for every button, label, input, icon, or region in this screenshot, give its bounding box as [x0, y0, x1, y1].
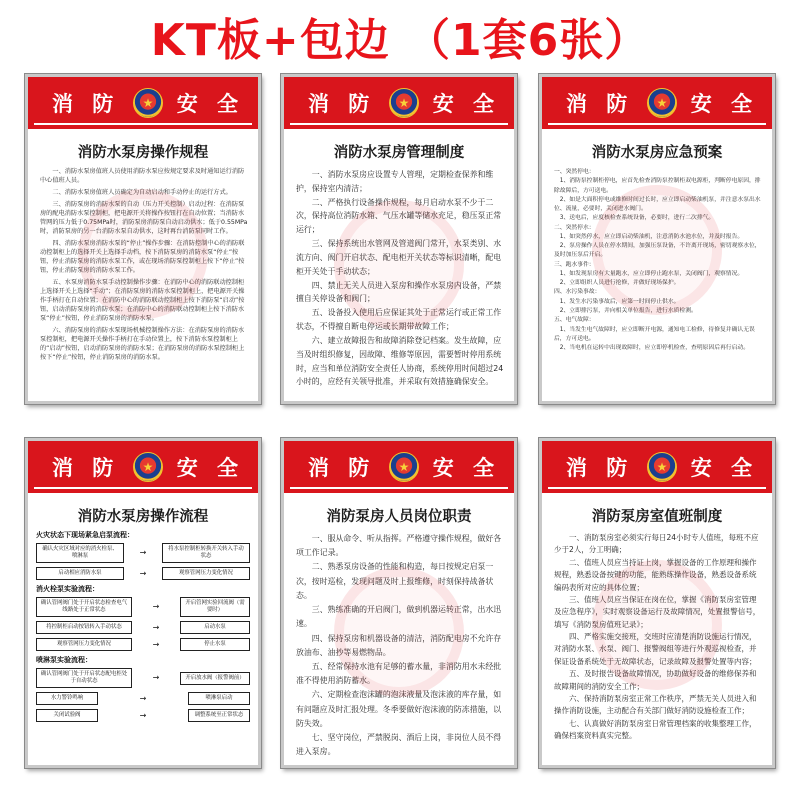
- body-paragraph: 四、禁止无关人员进入泵房和操作水泵房内设备，严禁擅自关停设备和阀门；: [296, 280, 502, 304]
- plan-item: 1、发生水污染事故后，应第一时间停止供水。: [559, 298, 680, 305]
- arrow-right-icon: →: [152, 622, 160, 632]
- fire-emblem-icon: ★: [647, 88, 677, 118]
- body-paragraph: 一、消防水泵房值班人员使用消防水泵应按规定要求及时通知运行消防中心值班人员。: [40, 168, 245, 184]
- body-paragraph: 三、值班人员应当保证在岗在位，掌握《消防泵房室管理及应急程序》，实时观察设备运行及故障情况，处置报警信号，填写《消防泵房值班记录》；: [554, 594, 761, 629]
- board-banner: [542, 77, 772, 129]
- body-paragraph: 五、经常保持水池有足够的蓄水量，非消防用水未经批准不得使用消防蓄水。: [296, 661, 502, 686]
- body-paragraph: 一、消防水泵房应设置专人管理，定期检查保养和维护，保持室内清洁；: [296, 170, 494, 193]
- flow-step: 观察管网压力变化情况: [162, 567, 250, 580]
- plan-item: 2、如是大面积停电或维修时间过长时，应立即启动柴油机泵，并注意水泵出水位、流量，必要时，关闭进水阀门。: [554, 196, 761, 213]
- board-title: 消防水泵房操作流程: [77, 509, 209, 525]
- body-paragraph: 六、建立故障报告和故障消除登记档案。发生故障，应当及时组织修复，因故障、维修等原因，需要暂时停用系统时，应当和单位消防安全责任人协商，系统停用时间超过24小时的，应经有关领导批准，并采取有效措施确保安全。: [296, 335, 504, 387]
- flow-row: [36, 692, 250, 705]
- body-paragraph: 四、消防水泵房消防水泵的“停止”操作步骤：在消防控制中心的消防联动控制柜上的选择开关上选择手动档，按下消防泵房的消防水泵“停止”按钮，停止消防泵房的消防水泵工作，或在现场消防泵控制柜上按下“停止”按钮，停止消防泵房的消防水泵工作。: [40, 239, 245, 274]
- fire-emblem-icon: ★: [647, 452, 677, 482]
- banner-left-text: 消 防: [52, 92, 120, 116]
- plan-item: 2、立即组织人员进行抢修，并做好现场保护。: [559, 280, 680, 287]
- flow-step: 将控制柜启动按钮转入手动状态: [36, 621, 132, 634]
- body-paragraph: 三、熟练准确的开启阀门，做到机器运转正常，出水迅速。: [296, 605, 502, 629]
- flow-step: 喷淋泵启动: [188, 692, 250, 705]
- plan-section: 二、突然停水：: [554, 224, 595, 231]
- banner-left-text: 消 防: [308, 456, 376, 480]
- flow-section-title: 喷淋泵实验流程：: [36, 656, 92, 665]
- fire-emblem-icon: ★: [389, 88, 419, 118]
- board-banner: [284, 441, 514, 493]
- plan-item: 1、如发现泵房有大量跑水，应立即停止跑水泵，关闭阀门，观察情况。: [559, 270, 744, 277]
- flow-row: [36, 567, 250, 580]
- body-paragraph: 三、保持系统出水管网及管道阀门常开，水泵类别、水流方向、阀门开启状态、配电柜开关状态等标识清晰，配电柜开关处于手动状态；: [296, 239, 502, 276]
- banner-right-text: 安 全: [690, 456, 758, 480]
- plan-section: 一、突然停电：: [554, 169, 595, 175]
- sign-board-staff-duties: [281, 438, 517, 768]
- fire-emblem-icon: ★: [133, 452, 163, 482]
- flow-step: 开启放水阀（报警阀前）: [180, 672, 250, 685]
- body-paragraph: 五、水泵房消防水泵手动控制操作步骤：在消防中心的消防联动控制柜上选择开关上选择“手动”；在消防泵房的消防水泵控制柜上，把电源开关操作手柄打在自动位置；在消防中心的消防联动控制柜上按下消防泵“启动”按钮，启动消防泵房的消防水泵；在消防中心的消防联动控制柜上按下消防水泵“停止”按钮，停止消防泵房的消防水泵。: [40, 278, 245, 322]
- arrow-right-icon: →: [152, 673, 160, 683]
- flow-step: 关闭试验阀: [36, 709, 98, 722]
- arrow-right-icon: →: [152, 639, 160, 649]
- arrow-right-icon: →: [139, 693, 147, 703]
- flow-step: 观察管网压力变化情况: [36, 638, 132, 651]
- board-title: 消防泵房室值班制度: [591, 509, 723, 525]
- flow-row: [36, 597, 250, 617]
- body-paragraph: 四、保持泵房和机器设备的清洁，消防配电房不允许存放油布、油抄等易燃物品。: [296, 633, 502, 657]
- banner-right-text: 安 全: [176, 92, 244, 116]
- board-body: [542, 532, 772, 742]
- body-paragraph: 五、设备投入使用后应保证其处于正常运行或正常工作状态，不得擅自断电停运或长期带故障工作；: [296, 308, 502, 332]
- body-paragraph: 六、保持消防泵房室正常工作秩序，严禁无关人员进入和操作消防设施，主动配合有关部门做好消防设施检查工作；: [554, 693, 757, 716]
- plan-item: 2、当电机在运转中出现故障时，应立即停机检查，查明原因后再行启动。: [559, 345, 749, 352]
- flow-step: 停止水泵: [180, 638, 250, 651]
- sign-board-emergency-plan: [539, 74, 775, 404]
- sign-board-management-system: [281, 74, 517, 404]
- flow-row: [36, 709, 250, 722]
- board-body: [284, 168, 514, 389]
- board-body: [28, 168, 258, 363]
- flow-step: 调整系统至正常状态: [188, 709, 250, 722]
- flow-step: 确认管网阀门处于开启状态检查电气线路处于正常状态: [36, 597, 132, 617]
- body-paragraph: 一、消防泵房室必须实行每日24小时专人值班，每班不应少于2人，分工明确；: [554, 533, 759, 555]
- flow-row: [36, 638, 250, 651]
- body-paragraph: 三、消防泵房的消防水泵的自动（压力开关控制）启动过程：在消防泵房的配电消防水泵控制柜，把电源开关将操作按钮打在自动位置；当消防水管网的压力低于0.75MPa时，消防泵房消防泵自动启动供水；低于0.55MPa时，消防泵房的另一台消防水泵自动供水，这时再台消防泵同时工作。: [40, 200, 248, 235]
- arrow-right-icon: →: [139, 568, 147, 578]
- flow-step: 启动水泵: [180, 621, 250, 634]
- board-body: [542, 168, 772, 353]
- body-paragraph: 二、消防水泵房值班人员确定为自动启动和手动停止的运行方式。: [52, 188, 232, 196]
- flow-section-title: 消火栓泵实验流程：: [36, 585, 99, 594]
- body-paragraph: 二、熟悉泵房设备的性能和构造，每日按规定启泵一次，按时巡检，发现问题及时上报维修，时刻保持战备状态。: [296, 562, 494, 600]
- body-paragraph: 四、严格实施交接班，交班时应清楚消防设施运行情况，对消防水泵、水泵、阀门、报警阀组等进行外观巡视检查，并保证设备系统处于无故障状态，记录故障及报警处置等内容；: [554, 632, 757, 666]
- board-title: 消防水泵房管理制度: [333, 145, 465, 161]
- banner-left-text: 消 防: [308, 92, 376, 116]
- fire-emblem-icon: ★: [133, 88, 163, 118]
- banner-right-text: 安 全: [432, 92, 500, 116]
- flow-step: 开启管网实验回流阀（需要时）: [180, 597, 250, 617]
- body-paragraph: 六、消防泵房的消防水泵现场机械控制操作方法：在消防泵房的消防水泵控制柜，把电源开关操作手柄打在手动位置上，按下消防水泵控制柜上的“启动”按钮，启动消防泵房的消防水泵；在消防泵房的消防水泵控制柜上按下“停止”按钮，停止消防泵房的消防水泵。: [40, 326, 245, 361]
- arrow-right-icon: →: [152, 602, 160, 612]
- sign-board-operation-flow: [25, 438, 261, 768]
- banner-right-text: 安 全: [176, 456, 244, 480]
- board-title: 消防水泵房操作规程: [77, 145, 209, 161]
- product-header: [0, 0, 800, 72]
- board-banner: [542, 441, 772, 493]
- plan-item: 1、当发生电气故障时，应立即断开电源，通知电工检修，待修复并确认无误后，方可送电。: [554, 326, 755, 342]
- flow-step: 确认管网阀门处于开启状态配电柜处于自动状态: [36, 668, 132, 688]
- plan-section: 五、电气故障：: [554, 317, 595, 324]
- sign-board-duty-system: [539, 438, 775, 768]
- arrow-right-icon: →: [139, 710, 147, 720]
- fire-emblem-icon: ★: [389, 452, 419, 482]
- flowchart: [28, 530, 258, 722]
- board-body: [284, 532, 514, 760]
- body-paragraph: 二、值班人员应当持证上岗，掌握设备的工作原理和操作规程，熟悉设备按键的功能，能熟练操作设备，熟悉设备系统编码表所对应的具体位置；: [554, 557, 757, 592]
- flow-step: 水力警铃鸣响: [36, 692, 98, 705]
- banner-left-text: 消 防: [52, 456, 120, 480]
- flow-step: 将水泵控制柜转换开关转入手动状态: [162, 543, 250, 563]
- banner-right-text: 安 全: [432, 456, 500, 480]
- banner-left-text: 消 防: [566, 92, 634, 116]
- body-paragraph: 六、定期检查泡沫罐的泡沫液量及泡沫液的库存量，如有问题应及时汇报处理。冬季要做好泡沫液的防冻措施，以防失效。: [296, 690, 502, 728]
- banner-right-text: 安 全: [690, 92, 758, 116]
- plan-section: 三、跑水事件：: [554, 261, 595, 268]
- board-title: 消防水泵房应急预案: [591, 145, 723, 161]
- banner-left-text: 消 防: [566, 456, 634, 480]
- flow-step: 确认火灾区域对应的消火栓泵、喷淋泵: [36, 543, 124, 563]
- plan-item: 3、送电后，应度核检查系统设备，必要时，进行二次排气。: [559, 215, 715, 222]
- flow-row: [36, 621, 250, 634]
- board-banner: [28, 441, 258, 493]
- plan-section: 四、水污染事故：: [554, 289, 601, 296]
- body-paragraph: 二、严格执行设备操作规程，每月启动水泵不少于二次，保持高位消防水箱、气压水罐等储水充足，稳压泵正常运行；: [296, 197, 502, 235]
- board-title: 消防泵房人员岗位职责: [326, 509, 472, 525]
- body-paragraph: 一、服从命令、听从指挥。严格遵守操作规程，做好各项工作记录。: [296, 534, 502, 558]
- arrow-right-icon: →: [139, 548, 147, 558]
- body-paragraph: 七、认真做好消防泵房室日常管理档案的收集整理工作，确保档案资料真实完整。: [554, 718, 757, 740]
- board-banner: [284, 77, 514, 129]
- flow-step: 启动相应消防水泵: [36, 567, 124, 580]
- flow-section-title: 火灾状态下现场紧急启泵流程：: [36, 531, 134, 539]
- flow-row: [36, 668, 250, 688]
- board-banner: [28, 77, 258, 129]
- product-title: KT板+包边 （1套6张）: [150, 15, 650, 66]
- plan-item: 1、消防泵控制柜停电，应首先检查消防泵控制柜双电源柜，判断停电原因，排除故障后，方可送电。: [554, 178, 761, 194]
- plan-item: 2、泵房操作人员在停水期间，加强压泵设备，不许离开现场，密切观察水位，及时加压泵后开启。: [554, 243, 761, 259]
- flow-row: [36, 543, 250, 563]
- plan-item: 1、如突然停水，应立即启动柴油机，注意消防水池水位，并及时报告。: [559, 233, 744, 240]
- body-paragraph: 七、坚守岗位，严禁脱岗、酒后上岗，非岗位人员不得进入泵房。: [296, 733, 502, 757]
- plan-item: 2、立即排污泵，并向相关单位报告，进行水质检测。: [559, 307, 697, 314]
- body-paragraph: 五、及时报告设备故障情况，协助做好设备的维修保养和故障期间的消防安全工作；: [554, 669, 757, 691]
- sign-board-operation-rules: [25, 74, 261, 404]
